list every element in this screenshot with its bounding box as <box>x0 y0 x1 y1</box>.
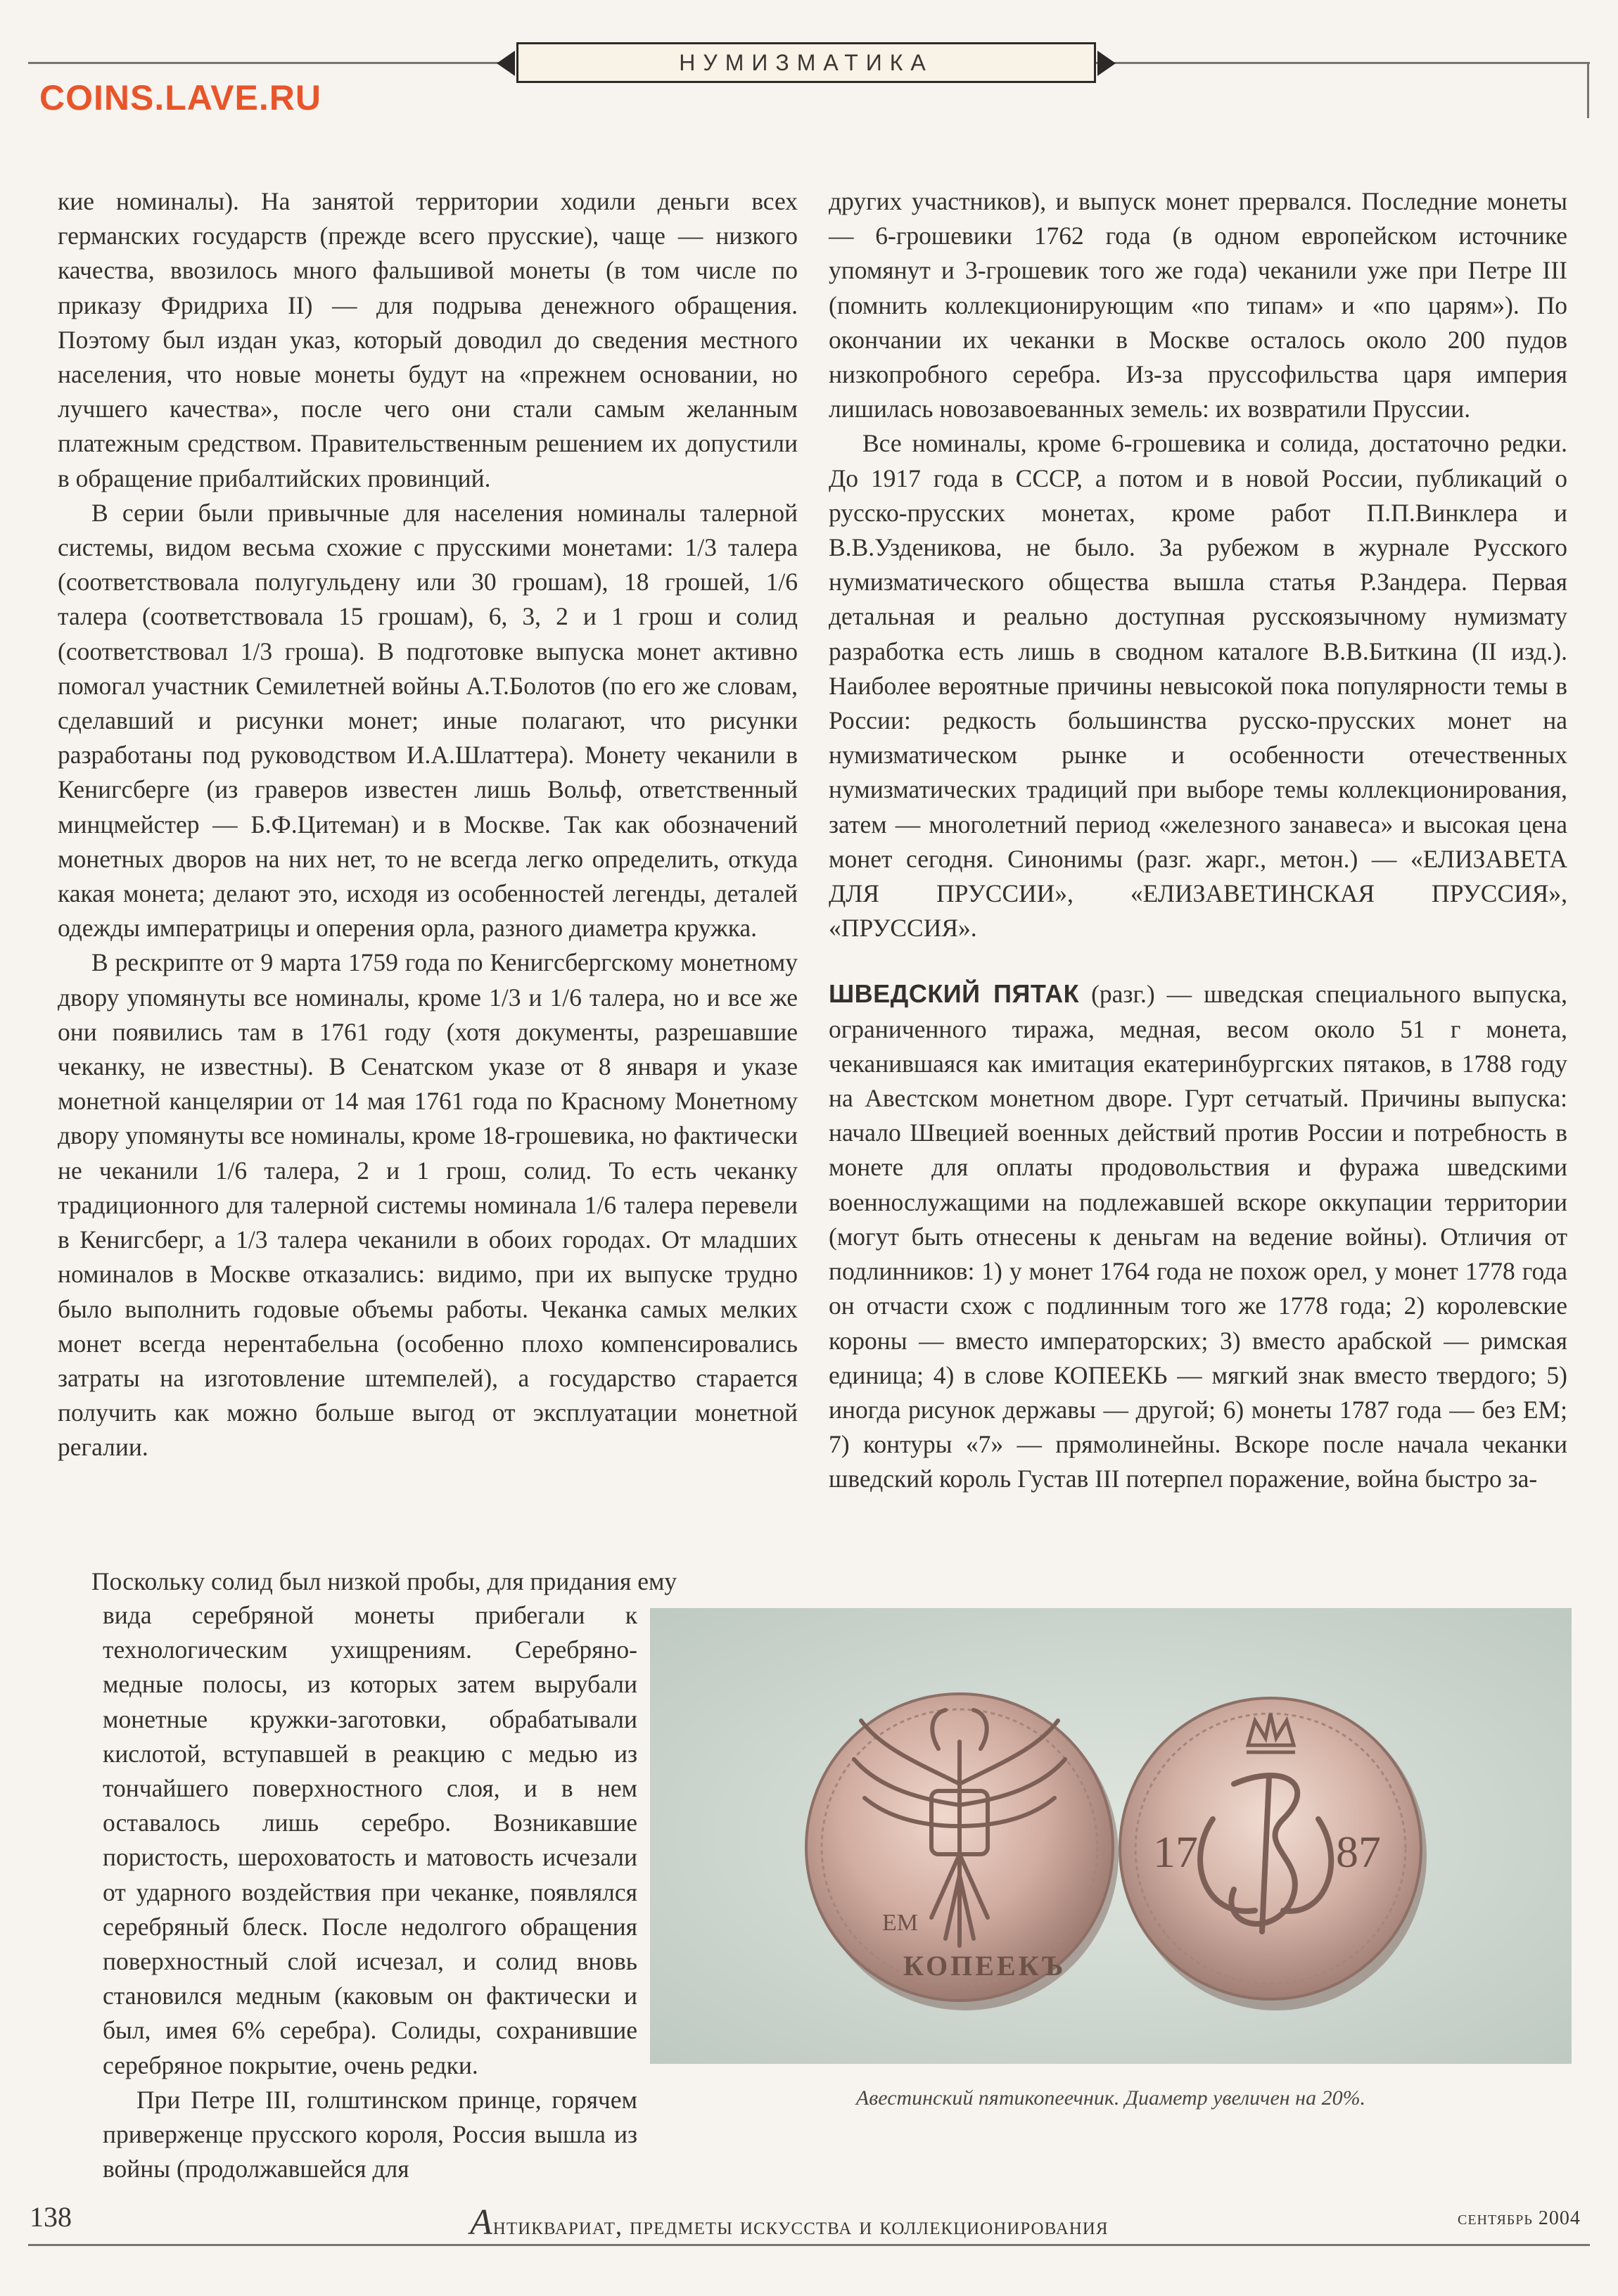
left-column <box>58 184 798 1566</box>
entry-term: ШВЕДСКИЙ ПЯТАК <box>829 979 1080 1009</box>
header-rule-corner <box>1587 62 1589 118</box>
magazine-title-rest: нтиквариат, предметы искусства и коллекционирования <box>492 2212 1109 2240</box>
coin-year-left: 17 <box>1153 1827 1198 1877</box>
photo-caption: Авестинский пятикопеечник. Диаметр увеличен на 20%. <box>855 2086 1366 2110</box>
coin-legend: КОПЕЕКЪ <box>903 1950 1066 1982</box>
entry-definition: (разг.) — шведская специального выпуска, ограниченного тиража, медная, весом около 51 г монета, чеканившаяся как имитация екатеринбургских пятаков, в 1788 году на Авестском монетном дворе. Гурт сетчатый. Причины выпуска: начало Швецией военных действий против России и потребность в монете для оплаты продовольствия и фуража шведскими военнослужащими на подлежавшей вскоре оккупации территории (могут быть отнесены к деньгам на ведение войны). Отличия от подлинников: 1) у монет 1764 года не похож орел, у монет 1778 года он отчасти схож с подлинным того же 1778 года; 2) королевские короны — вместо императорских; 3) вместо арабской — римская единица; 4) в слове КОПЕЕКЬ — мягкий знак вместо твердого; 5) иногда рисунок державы — другой; 6) монеты 1787 года — без ЕМ; 7) контуры «7» — прямолинейны. Вскоре после начала чеканки шведский король Густав III потерпел поражение, война быстро за- <box>829 980 1568 1493</box>
right-paragraph-2: Все номиналы, кроме 6-грошевика и солида, достаточно редки. До 1917 года в СССР, а потом и в новой России, публикаций о русско-прусских монетах, кроме работ П.П.Винклера и В.В.Узденикова, не было. За рубежом в журнале Русского нумизматического общества вышла статья Р.Зандера. Первая детальная и реально доступная русскоязычному нумизмату разработка есть лишь в сводном каталоге В.В.Биткина (II изд.). Наиболее вероятные причины невысокой пока популярности темы в России: редкость большинства русско-прусских монет на нумизматическом рынке и особенности отечественных нумизматических традиций при выборе темы коллекционирования, затем — многолетний период «железного занавеса» и высокая цена монет сегодня. Синонимы (разг. жарг., метон.) — «ЕЛИЗАВЕТА ДЛЯ ПРУССИИ», «ЕЛИЗАВЕТИНСКАЯ ПРУССИЯ», «ПРУССИЯ». <box>829 429 1567 943</box>
magazine-title <box>470 2202 1109 2243</box>
left-paragraph-1: кие номиналы). На занятой территории ходили деньги всех германских государств (прежде всего прусские), чаще — низкого качества, ввозилось много фальшивой монеты (в том числе по приказу Фридриха II) — для подрыва денежного обращения. Поэтому был издан указ, который доводил до сведения местного населения, что новые монеты будут на «прежнем основании, но лучшего качества», после чего они стали самым желанным платежным средством. Правительственным решением их допустили в обращение прибалтийских провинций. <box>58 187 798 492</box>
left-paragraph-2: В серии были привычные для населения номиналы талерной системы, видом весьма схожие с прусскими монетами: 1/3 талера (соответствовала полугульдену или 30 грошам), 18 грошей, 1/6 талера (соответствовала 15 грошам), 6, 3, 2 и 1 грош и солид (соответствовал 1/3 гроша). В подготовке выпуска монет активно помогал участник Семилетней войны А.Т.Болотов (по его же словам, сделавший и рисунки монет; иные полагают, что рисунки разработаны под руководством И.А.Шлаттера). Монету чеканили в Кенигсберге (из граверов известен лишь Вольф, ответственный минцмейстер — Б.Ф.Цитеман) и в Москве. Так как обозначений монетных дворов на них нет, то не всегда легко определить, откуда какая монета; делают это, исходя из особенностей легенды, деталей одежды императрицы и оперения орла, разного диаметра кружка. <box>58 498 798 943</box>
left-column-narrow <box>103 1598 637 2183</box>
left-paragraph-5: При Петре III, голштинском принце, горячем приверженце прусского короля, Россия вышла из войны (продолжавшейся для <box>103 2085 637 2183</box>
coin-mint-mark: ЕМ <box>882 1910 918 1936</box>
issue-date: сентябрь 2004 <box>1458 2207 1581 2229</box>
header-ornament-left <box>497 51 515 76</box>
right-paragraph-1: других участников), и выпуск монет прервался. Последние монеты — 6-грошевики 1762 года (в одном европейском источнике упомянут и 3-грошевик того же года) чеканили уже при Петре III (помнить коллекционирующим «по типам» и «по царям»). По окончании их чеканки в Москве осталось около 200 пудов низкопробного серебра. Из-за пруссофильства царя империя лишилась новозавоеванных земель: их возвратили Пруссии. <box>829 187 1567 423</box>
left-paragraph-4-first-line <box>58 1564 798 1593</box>
magazine-title-initial: А <box>470 2202 493 2243</box>
site-watermark: COINS.LAVE.RU <box>39 78 321 117</box>
dictionary-entry <box>829 976 1567 1496</box>
paragraph-gap <box>829 945 1567 976</box>
right-column <box>829 184 1567 1600</box>
left-paragraph-3: В рескрипте от 9 марта 1759 года по Кенигсбергскому монетному двору упомянуты все номиналы, кроме 1/3 и 1/6 талера, но и все же они появились там в 1761 году (хотя документы, разрешавшие чеканку, не известны). В Сенатском указе от 8 января и указе монетной канцелярии от 14 мая 1761 года по Красному Монетному двору упомянуты все номиналы, кроме 18-грошевика, но фактически не чеканили 1/6 талера, 2 и 1 грош, солид. То есть чеканку традиционного для талерной системы номинала 1/6 талера перевели в Кенигсберг, а 1/3 талера чеканили в обоих городах. От младших номиналов в Москве отказались: видимо, при их выпуске трудно было выполнить годовые объемы работы. Чеканка самых мелких монет всегда нерентабельна (особенно плохо компенсировались затраты на изготовление штемпелей), а государство старается получить как можно больше выгод от эксплуатации монетной регалии. <box>58 948 798 1462</box>
coin-photograph <box>650 1608 1572 2064</box>
left-paragraph-4-opening: Поскольку солид был низкой пробы, для придания ему <box>91 1567 677 1595</box>
header-rule-right <box>1085 62 1590 64</box>
page-number: 138 <box>30 2201 72 2233</box>
coin-year-right: 87 <box>1336 1827 1381 1877</box>
coin-photo-svg <box>650 1608 1572 2064</box>
section-title: НУМИЗМАТИКА <box>516 42 1096 83</box>
footer-rule <box>28 2244 1590 2246</box>
left-paragraph-4: вида серебряной монеты прибегали к технологическим ухищрениям. Серебряно-медные полосы, из которых затем вырубали монетные кружки-заготовки, обрабатывали кислотой, вступавшей в реакцию с медью из тончайшего поверхностного слоя, и в нем оставалось лишь серебро. Возникавшие пористость, шероховатость и матовость исчезали от ударного воздействия при чеканке, появлялся серебряный блеск. После недолгого обращения поверхностный слой исчезал, и солид вновь становился медным (каковым он фактически и был, имея 6% серебра). Солиды, сохранившие серебряное покрытие, очень редки. <box>103 1601 637 2079</box>
header-ornament-right <box>1097 51 1116 76</box>
header-rule-left <box>28 62 507 64</box>
